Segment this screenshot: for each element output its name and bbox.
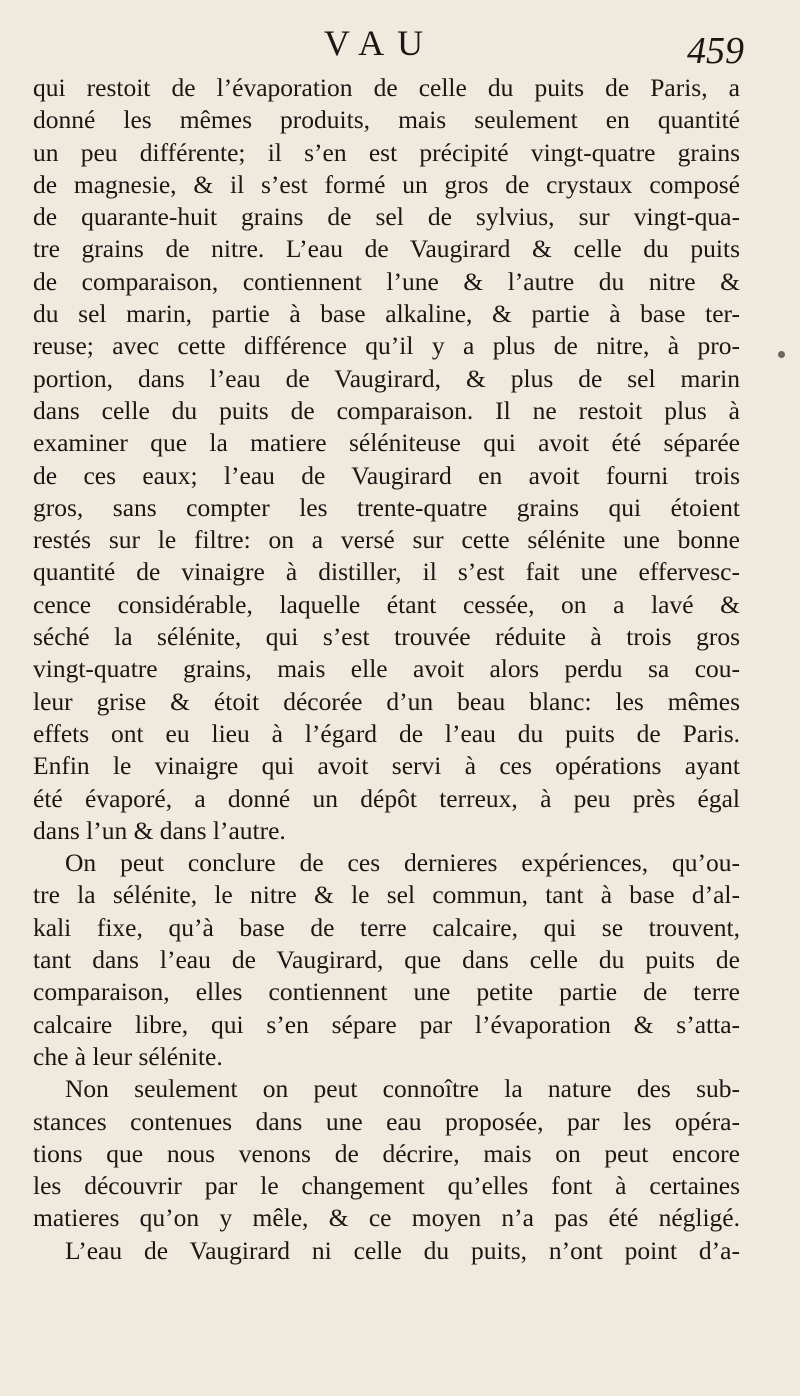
paragraph-end-line: che à leur sélénite. [33,1041,223,1071]
paragraph-end-line: dans l’un & dans l’autre. [33,815,286,845]
text-line: dans celle du puits de comparaison. Il ne restoit plus à [33,395,740,425]
paragraph-start-line: Non seulement on peut connoître la nature des sub- [65,1074,740,1104]
text-line: restés sur le filtre: on a versé sur cette sélénite une bonne [33,525,740,555]
text-line: été évaporé, a donné un dépôt terreux, à peu près égal [33,783,740,813]
text-line: donné les mêmes produits, mais seulement en quantité [33,105,740,135]
text-line: tant dans l’eau de Vaugirard, que dans celle du puits de [33,945,740,975]
text-line: tre grains de nitre. L’eau de Vaugirard & celle du puits [33,234,740,264]
text-line: de ces eaux; l’eau de Vaugirard en avoit fourni trois [33,460,740,490]
text-line: de magnesie, & il s’est formé un gros de crystaux composé [33,169,740,199]
margin-mark [778,351,785,358]
text-line: reuse; avec cette différence qu’il y a plus de nitre, à pro- [33,331,740,361]
text-line: kali fixe, qu’à base de terre calcaire, qui se trouvent, [33,912,740,942]
text-line: séché la sélénite, qui s’est trouvée réduite à trois gros [33,622,740,652]
running-head: VAU [323,23,437,63]
text-line: un peu différente; il s’en est précipité vingt-quatre grains [33,137,740,167]
text-line: qui restoit de l’évaporation de celle du puits de Paris, a [33,73,740,102]
text-line: tre la sélénite, le nitre & le sel commun, tant à base d’al- [33,880,740,910]
body-text [33,72,740,1267]
text-line: du sel marin, partie à base alkaline, & partie à base ter- [33,299,740,329]
text-line: leur grise & étoit décorée d’un beau blanc: les mêmes [33,686,740,716]
text-line: examiner que la matiere séléniteuse qui avoit été séparée [33,428,740,458]
text-line: quantité de vinaigre à distiller, il s’est fait une effervesc- [33,557,740,587]
text-line: comparaison, elles contiennent une petite partie de terre [33,977,740,1007]
text-line: Enfin le vinaigre qui avoit servi à ces opérations ayant [33,751,740,781]
text-line: matieres qu’on y mêle, & ce moyen n’a pas été négligé. [33,1203,740,1233]
text-line: gros, sans compter les trente-quatre grains qui étoient [33,492,740,522]
paragraph-start-line: On peut conclure de ces dernieres expériences, qu’ou- [65,848,740,878]
text-line: de quarante-huit grains de sel de sylvius, sur vingt-qua- [33,202,740,232]
paragraph-start-line: L’eau de Vaugirard ni celle du puits, n’ont point d’a- [65,1235,740,1265]
text-line: stances contenues dans une eau proposée, par les opéra- [33,1106,740,1136]
text-line: de comparaison, contiennent l’une & l’autre du nitre & [33,266,740,296]
text-line: effets ont eu lieu à l’égard de l’eau du puits de Paris. [33,718,740,748]
text-line: les découvrir par le changement qu’elles font à certaines [33,1171,740,1201]
page-number: 459 [687,30,744,72]
text-line: vingt-quatre grains, mais elle avoit alors perdu sa cou- [33,654,740,684]
text-line: calcaire libre, qui s’en sépare par l’évaporation & s’atta- [33,1009,740,1039]
text-line: portion, dans l’eau de Vaugirard, & plus de sel marin [33,363,740,393]
text-line: tions que nous venons de décrire, mais on peut encore [33,1138,740,1168]
text-line: cence considérable, laquelle étant cessée, on a lavé & [33,589,740,619]
